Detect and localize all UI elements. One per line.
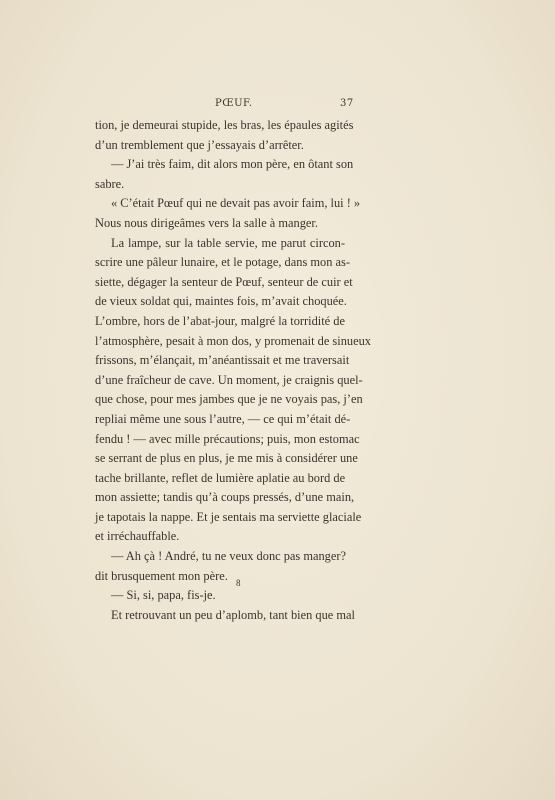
text-line: siette, dégager la senteur de Pœuf, senteur de cuir et	[95, 274, 353, 289]
text-line: Et retrouvant un peu d’aplomb, tant bien que mal	[111, 607, 355, 622]
text-line: sabre.	[95, 176, 125, 191]
text-line: frissons, m’élançait, m’anéantissait et me traversait	[95, 353, 350, 368]
text-line: Nous nous dirigeâmes vers la salle à manger.	[95, 215, 318, 230]
text-line: d’un tremblement que j’essayais d’arrêter.	[95, 137, 304, 152]
text-line: l’atmosphère, pesait à mon dos, y promenait de sinueux	[95, 333, 371, 348]
text-line: se serrant de plus en plus, je me mis à considérer une	[95, 451, 358, 466]
text-line: que chose, pour mes jambes que je ne voyais pas, j’en	[95, 392, 363, 407]
text-line: fendu ! — avec mille précautions; puis, mon estomac	[95, 431, 360, 446]
text-line: dit brusquement mon père.	[95, 568, 228, 583]
page-number: 37	[340, 98, 354, 109]
text-line: mon assiette; tandis qu’à coups pressés, d’une main,	[95, 490, 355, 505]
text-line: scrire une pâleur lunaire, et le potage, dans mon as-	[95, 255, 350, 270]
body-text	[95, 116, 371, 625]
text-line: — J’ai très faim, dit alors mon père, en ôtant son	[111, 157, 354, 172]
text-line: et irréchauffable.	[95, 529, 180, 544]
text-line: repliai même une sous l’autre, — ce qui m’était dé-	[95, 411, 351, 426]
text-line: La lampe, sur la table servie, me parut circon-	[111, 235, 345, 250]
text-line: L’ombre, hors de l’abat-jour, malgré la torridité de	[95, 313, 345, 328]
text-line: — Ah çà ! André, tu ne veux donc pas manger?	[111, 549, 347, 564]
text-line: — Si, si, papa, fis-je.	[111, 588, 216, 603]
text-line: d’une fraîcheur de cave. Un moment, je craignis quel-	[95, 372, 363, 387]
text-line: de vieux soldat qui, maintes fois, m’avait choquée.	[95, 294, 347, 309]
text-line: je tapotais la nappe. Et je sentais ma serviette glaciale	[95, 509, 362, 524]
text-line: « C’était Pœuf qui ne devait pas avoir faim, lui ! »	[111, 196, 361, 211]
signature-mark: 8	[236, 578, 241, 588]
running-title: PŒUF.	[215, 98, 253, 109]
text-line: tache brillante, reflet de lumière aplatie au bord de	[95, 470, 346, 485]
text-line: tion, je demeurai stupide, les bras, les épaules agités	[95, 118, 354, 132]
